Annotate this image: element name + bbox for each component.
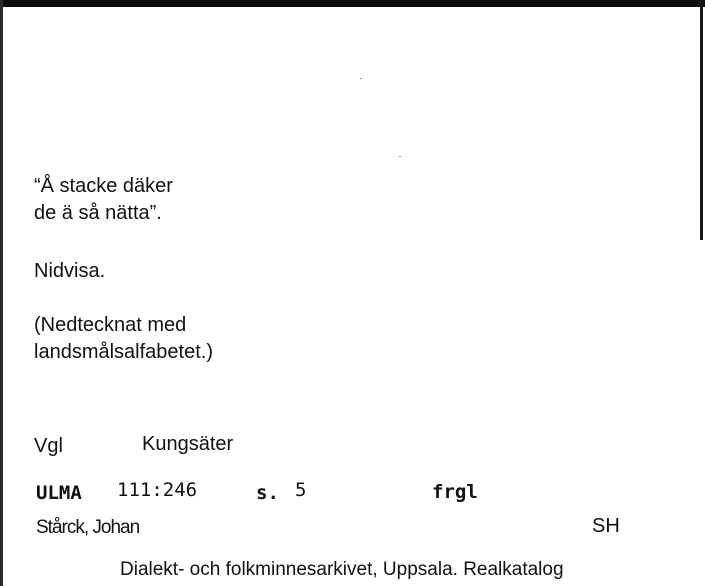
card-top-border [0, 0, 705, 7]
genre-label: Nidvisa. [34, 260, 106, 282]
archive-code: ULMA [36, 482, 82, 504]
record-number: 111:246 [117, 479, 198, 501]
scan-speck [399, 156, 401, 157]
page-label: s. [256, 482, 279, 504]
card-left-border [0, 0, 3, 586]
page-number: 5 [295, 479, 307, 501]
note-line-1: (Nedtecknat med [34, 314, 187, 336]
place-name: Kungsäter [142, 433, 234, 455]
archive-footer: Dialekt- och folkminnesarkivet, Uppsala. Realkatalog [120, 559, 564, 580]
scan-speck [360, 78, 362, 79]
province-code: Vgl [34, 435, 63, 457]
recorder-initials: SH [592, 515, 620, 537]
informant-name: Stårck, Johan [36, 517, 140, 538]
category-code: frgl [432, 481, 478, 503]
card-right-border [700, 0, 703, 240]
song-title-line-2: de ä så nätta”. [34, 202, 162, 224]
note-line-2: landsmålsalfabetet.) [34, 341, 213, 363]
song-title-line-1: “Å stacke däker [34, 175, 173, 197]
